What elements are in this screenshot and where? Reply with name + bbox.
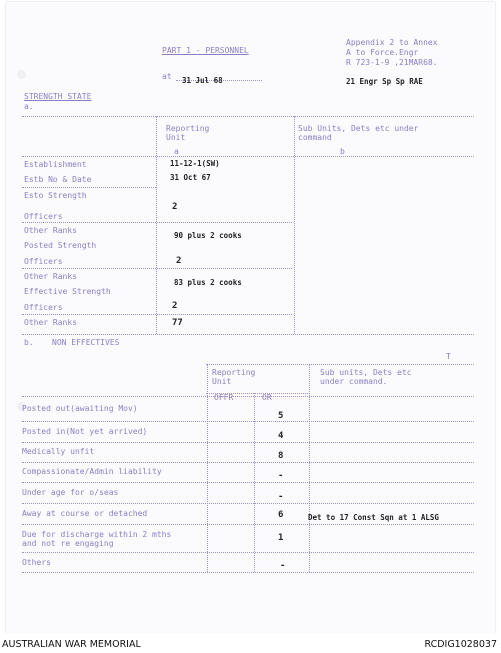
row-label-other-ranks-2: Other Ranks — [24, 272, 77, 281]
table-b-col-divider-1 — [207, 364, 208, 572]
table-b-bottom-rule — [22, 572, 474, 573]
row-value-officers-3: 2 — [172, 301, 178, 311]
row-value-officers-2: 2 — [176, 256, 182, 266]
b-row-label-under-age: Under age for o/seas — [22, 488, 119, 497]
row-value-officers-1: 2 — [172, 202, 178, 212]
appendix-line-1: Appendix 2 to Annex — [346, 38, 438, 47]
row-label-other-ranks-1: Other Ranks — [24, 226, 77, 235]
row-label-establishment: Establishment — [24, 160, 87, 169]
row-label-effective-strength: Effective Strength — [24, 287, 111, 296]
reporting-unit-header-line-1: Reporting — [166, 124, 210, 133]
date-value: 31 Jul 68 — [182, 76, 223, 85]
table-a-col-divider-1 — [156, 116, 157, 334]
reporting-unit-header-line-2: Unit — [166, 133, 186, 142]
b-row-or-away-at-course: 6 — [278, 510, 284, 520]
table-b-col-divider-3 — [309, 364, 310, 572]
unit-value: 21 Engr Sp Sp RAE — [346, 77, 423, 86]
b-row-or-others: - — [280, 561, 286, 571]
row-label-other-ranks-3: Other Ranks — [24, 318, 77, 327]
b-row-or-medically-unfit: 8 — [278, 451, 284, 461]
strength-state-title: STRENGTH STATE — [24, 92, 92, 101]
b-row-rule-1 — [22, 421, 474, 422]
row-value-other-ranks-3: 77 — [172, 318, 183, 328]
section-b-letter: b. — [24, 338, 34, 347]
row-label-posted-strength: Posted Strength — [24, 241, 97, 250]
row-label-esto-strength: Esto Strength — [24, 191, 87, 200]
b-row-rule-4 — [22, 482, 474, 483]
row-value-estb-no-date: 31 Oct 67 — [170, 173, 211, 182]
b-or-col-header: OR — [262, 393, 272, 402]
table-b-top-rule — [206, 364, 474, 365]
sub-units-header-line-2: command — [298, 133, 332, 142]
b-row-or-compassionate: - — [278, 471, 284, 481]
non-effectives-title: NON EFFECTIVES — [52, 338, 120, 347]
b-row-label-away-at-course: Away at course or detached — [22, 509, 148, 518]
b-row-or-posted-out: 5 — [278, 411, 284, 421]
b-reporting-unit-header-line-2: Unit — [212, 377, 232, 386]
table-b-header-rule — [22, 396, 474, 397]
row-value-other-ranks-1: 90 plus 2 cooks — [174, 231, 242, 240]
sub-units-col-letter: b — [340, 147, 345, 156]
row-rule-1 — [22, 187, 156, 188]
b-row-label-compassionate: Compassionate/Admin liability — [22, 467, 162, 476]
row-rule-2 — [22, 222, 292, 223]
b-row-or-under-age: - — [278, 492, 284, 502]
b-row-rule-2 — [22, 442, 474, 443]
row-rule-4 — [22, 314, 292, 315]
row-label-officers-1: Officers — [24, 212, 63, 221]
b-row-rule-3 — [22, 462, 474, 463]
row-value-establishment: 11-12-1(SW) — [170, 159, 220, 168]
reporting-unit-col-letter: a — [174, 147, 179, 156]
b-offr-col-header: OFFR — [214, 393, 234, 402]
b-sub-units-header-line-2: under command. — [320, 377, 388, 386]
appendix-line-3: R 723-1-9 ,21MAR68. — [346, 58, 438, 67]
row-value-other-ranks-2: 83 plus 2 cooks — [174, 278, 242, 287]
row-rule-3 — [22, 268, 292, 269]
b-row-or-due-for-discharge: 1 — [278, 533, 284, 543]
at-label: at — [162, 72, 172, 81]
archive-footer — [0, 634, 501, 653]
b-row-rule-6 — [22, 524, 474, 525]
part-title: PART 1 - PERSONNEL — [162, 46, 249, 55]
footer-source-label: AUSTRALIAN WAR MEMORIAL — [2, 639, 141, 650]
section-a-letter: a. — [24, 102, 34, 111]
row-label-estb-no-date: Estb No & Date — [24, 175, 92, 184]
b-row-label-medically-unfit: Medically unfit — [22, 447, 95, 456]
b-sub-units-header-line-1: Sub units, Dets etc — [320, 368, 412, 377]
punch-hole-top — [17, 70, 26, 79]
sub-units-header-line-1: Sub Units, Dets etc under — [298, 124, 419, 133]
table-a-top-rule — [22, 116, 474, 117]
row-label-officers-2: Officers — [24, 257, 63, 266]
b-row-rule-5 — [22, 503, 474, 504]
b-row-rule-7 — [22, 552, 474, 553]
footer-record-id: RCDIG1028037 — [424, 639, 497, 650]
table-a-col-divider-2 — [294, 116, 295, 334]
b-row-sub-away-at-course: Det to 17 Const Sqn at 1 ALSG — [308, 513, 439, 522]
b-row-label-due-for-discharge: Due for discharge within 2 mths — [22, 530, 172, 539]
b-row-or-posted-in: 4 — [278, 431, 284, 441]
b-row-label-posted-out: Posted out(awaiting Mov) — [22, 404, 138, 413]
table-a-bottom-rule — [22, 334, 474, 335]
row-label-officers-3: Officers — [24, 303, 63, 312]
b-row-label-due-for-discharge-line-2: and not re engaging — [22, 539, 114, 548]
b-row-label-others: Others — [22, 558, 51, 567]
b-row-label-posted-in: Posted in(Not yet arrived) — [22, 427, 148, 436]
appendix-line-2: A to Force.Engr — [346, 48, 419, 57]
table-a-header-rule — [22, 156, 474, 157]
section-b-mark: T — [446, 352, 451, 361]
b-reporting-unit-header-line-1: Reporting — [212, 368, 256, 377]
